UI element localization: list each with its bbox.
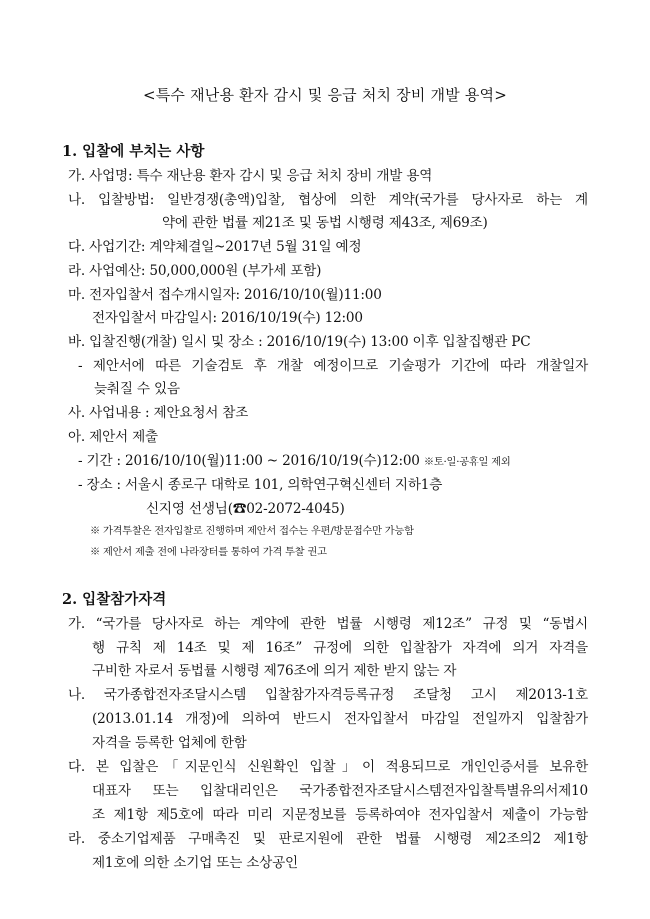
- qual-a-line1: 가. “국가를 당사자로 하는 계약에 관한 법률 시행령 제12조” 규정 및 “동법시: [68, 616, 588, 632]
- section2-heading: 2. 입찰참가자격: [62, 591, 167, 608]
- section1-heading: 1. 입찰에 부치는 사항: [62, 143, 205, 160]
- qual-c-line2: 대표자 또는 입찰대리인은 국가종합전자조달시스템전자입찰특별유의서제10: [92, 783, 588, 799]
- qual-b-line3: 자격을 등록한 업체에 한함: [92, 735, 247, 751]
- note-price-bidding: ※ 가격투찰은 전자입찰로 진행하며 제안서 접수는 우편/방문접수만 가능함: [90, 526, 414, 537]
- item-submission-period: [78, 449, 510, 469]
- item-proposal-submission: 아. 제안서 제출: [68, 429, 158, 445]
- qual-b-line2: (2013.01.14 개정)에 의하여 반드시 전자입찰서 마감일 전일까지 입찰참가: [92, 711, 588, 727]
- item-bid-opening-sub2: 늦춰질 수 있음: [94, 381, 180, 397]
- item-project-budget: 라. 사업예산: 50,000,000원 (부가세 포함): [68, 263, 322, 279]
- item-bid-opening-sub1: - 제안서에 따른 기술검토 후 개찰 예정이므로 기술평가 기간에 따라 개찰일자: [78, 358, 588, 374]
- document-title: <특수 재난용 환자 감시 및 응급 처치 장비 개발 용역>: [142, 86, 508, 104]
- item-bid-open-date: 마. 전자입찰서 접수개시일자: 2016/10/10(월)11:00: [68, 287, 382, 303]
- item-bid-method-line2: 약에 관한 법률 제21조 및 동법 시행령 제43조, 제69조): [162, 215, 488, 231]
- item-submission-place: - 장소 : 서울시 종로구 대학로 101, 의학연구혁신센터 지하1층: [78, 477, 443, 493]
- qual-d-line2: 제1호에 의한 소기업 또는 소상공인: [92, 855, 298, 871]
- item-bid-opening: 바. 입찰진행(개찰) 일시 및 장소 : 2016/10/19(수) 13:00 이후 입찰집행관 PC: [68, 334, 531, 350]
- item-project-content: 사. 사업내용 : 제안요청서 참조: [68, 405, 249, 421]
- qual-c-line3: 조 제1항 제5호에 따라 미리 지문정보를 등록하여야 전자입찰서 제출이 가능함: [92, 807, 588, 823]
- qual-b-line1: 나. 국가종합전자조달시스템 입찰참가자격등록규정 조달청 고시 제2013-1호: [68, 687, 588, 703]
- qual-d-line1: 라. 중소기업제품 구매촉진 및 판로지원에 관한 법률 시행령 제2조의2 제1항: [68, 831, 588, 847]
- item-project-period: 다. 사업기간: 계약체결일~2017년 5월 31일 예정: [68, 239, 362, 255]
- item-bid-close-date: 전자입찰서 마감일시: 2016/10/19(수) 12:00: [92, 310, 363, 326]
- item-bid-method-line1: 나. 입찰방법: 일반경쟁(총액)입찰, 협상에 의한 계약(국가를 당사자로 하는 계: [68, 192, 588, 208]
- submission-period-text: - 기간 : 2016/10/10(월)11:00 ~ 2016/10/19(수)12:00: [78, 453, 420, 469]
- qual-c-line1: 다. 본 입찰은「지문인식 신원확인 입찰」이 적용되므로 개인인증서를 보유한: [68, 759, 588, 775]
- submission-period-note: ※토·일·공휴일 제외: [423, 457, 511, 468]
- item-project-name: 가. 사업명: 특수 재난용 환자 감시 및 응급 처치 장비 개발 용역: [68, 168, 433, 184]
- item-submission-contact: 신지영 선생님(☎02-2072-4045): [146, 501, 345, 517]
- qual-a-line2: 행 규칙 제 14조 및 제 16조” 규정에 의한 입찰참가 자격에 의거 자격을: [92, 640, 588, 656]
- note-bid-recommendation: ※ 제안서 제출 전에 나라장터를 통하여 가격 투찰 권고: [90, 547, 327, 558]
- qual-a-line3: 구비한 자로서 동법률 시행령 제76조에 의거 제한 받지 않는 자: [92, 663, 457, 679]
